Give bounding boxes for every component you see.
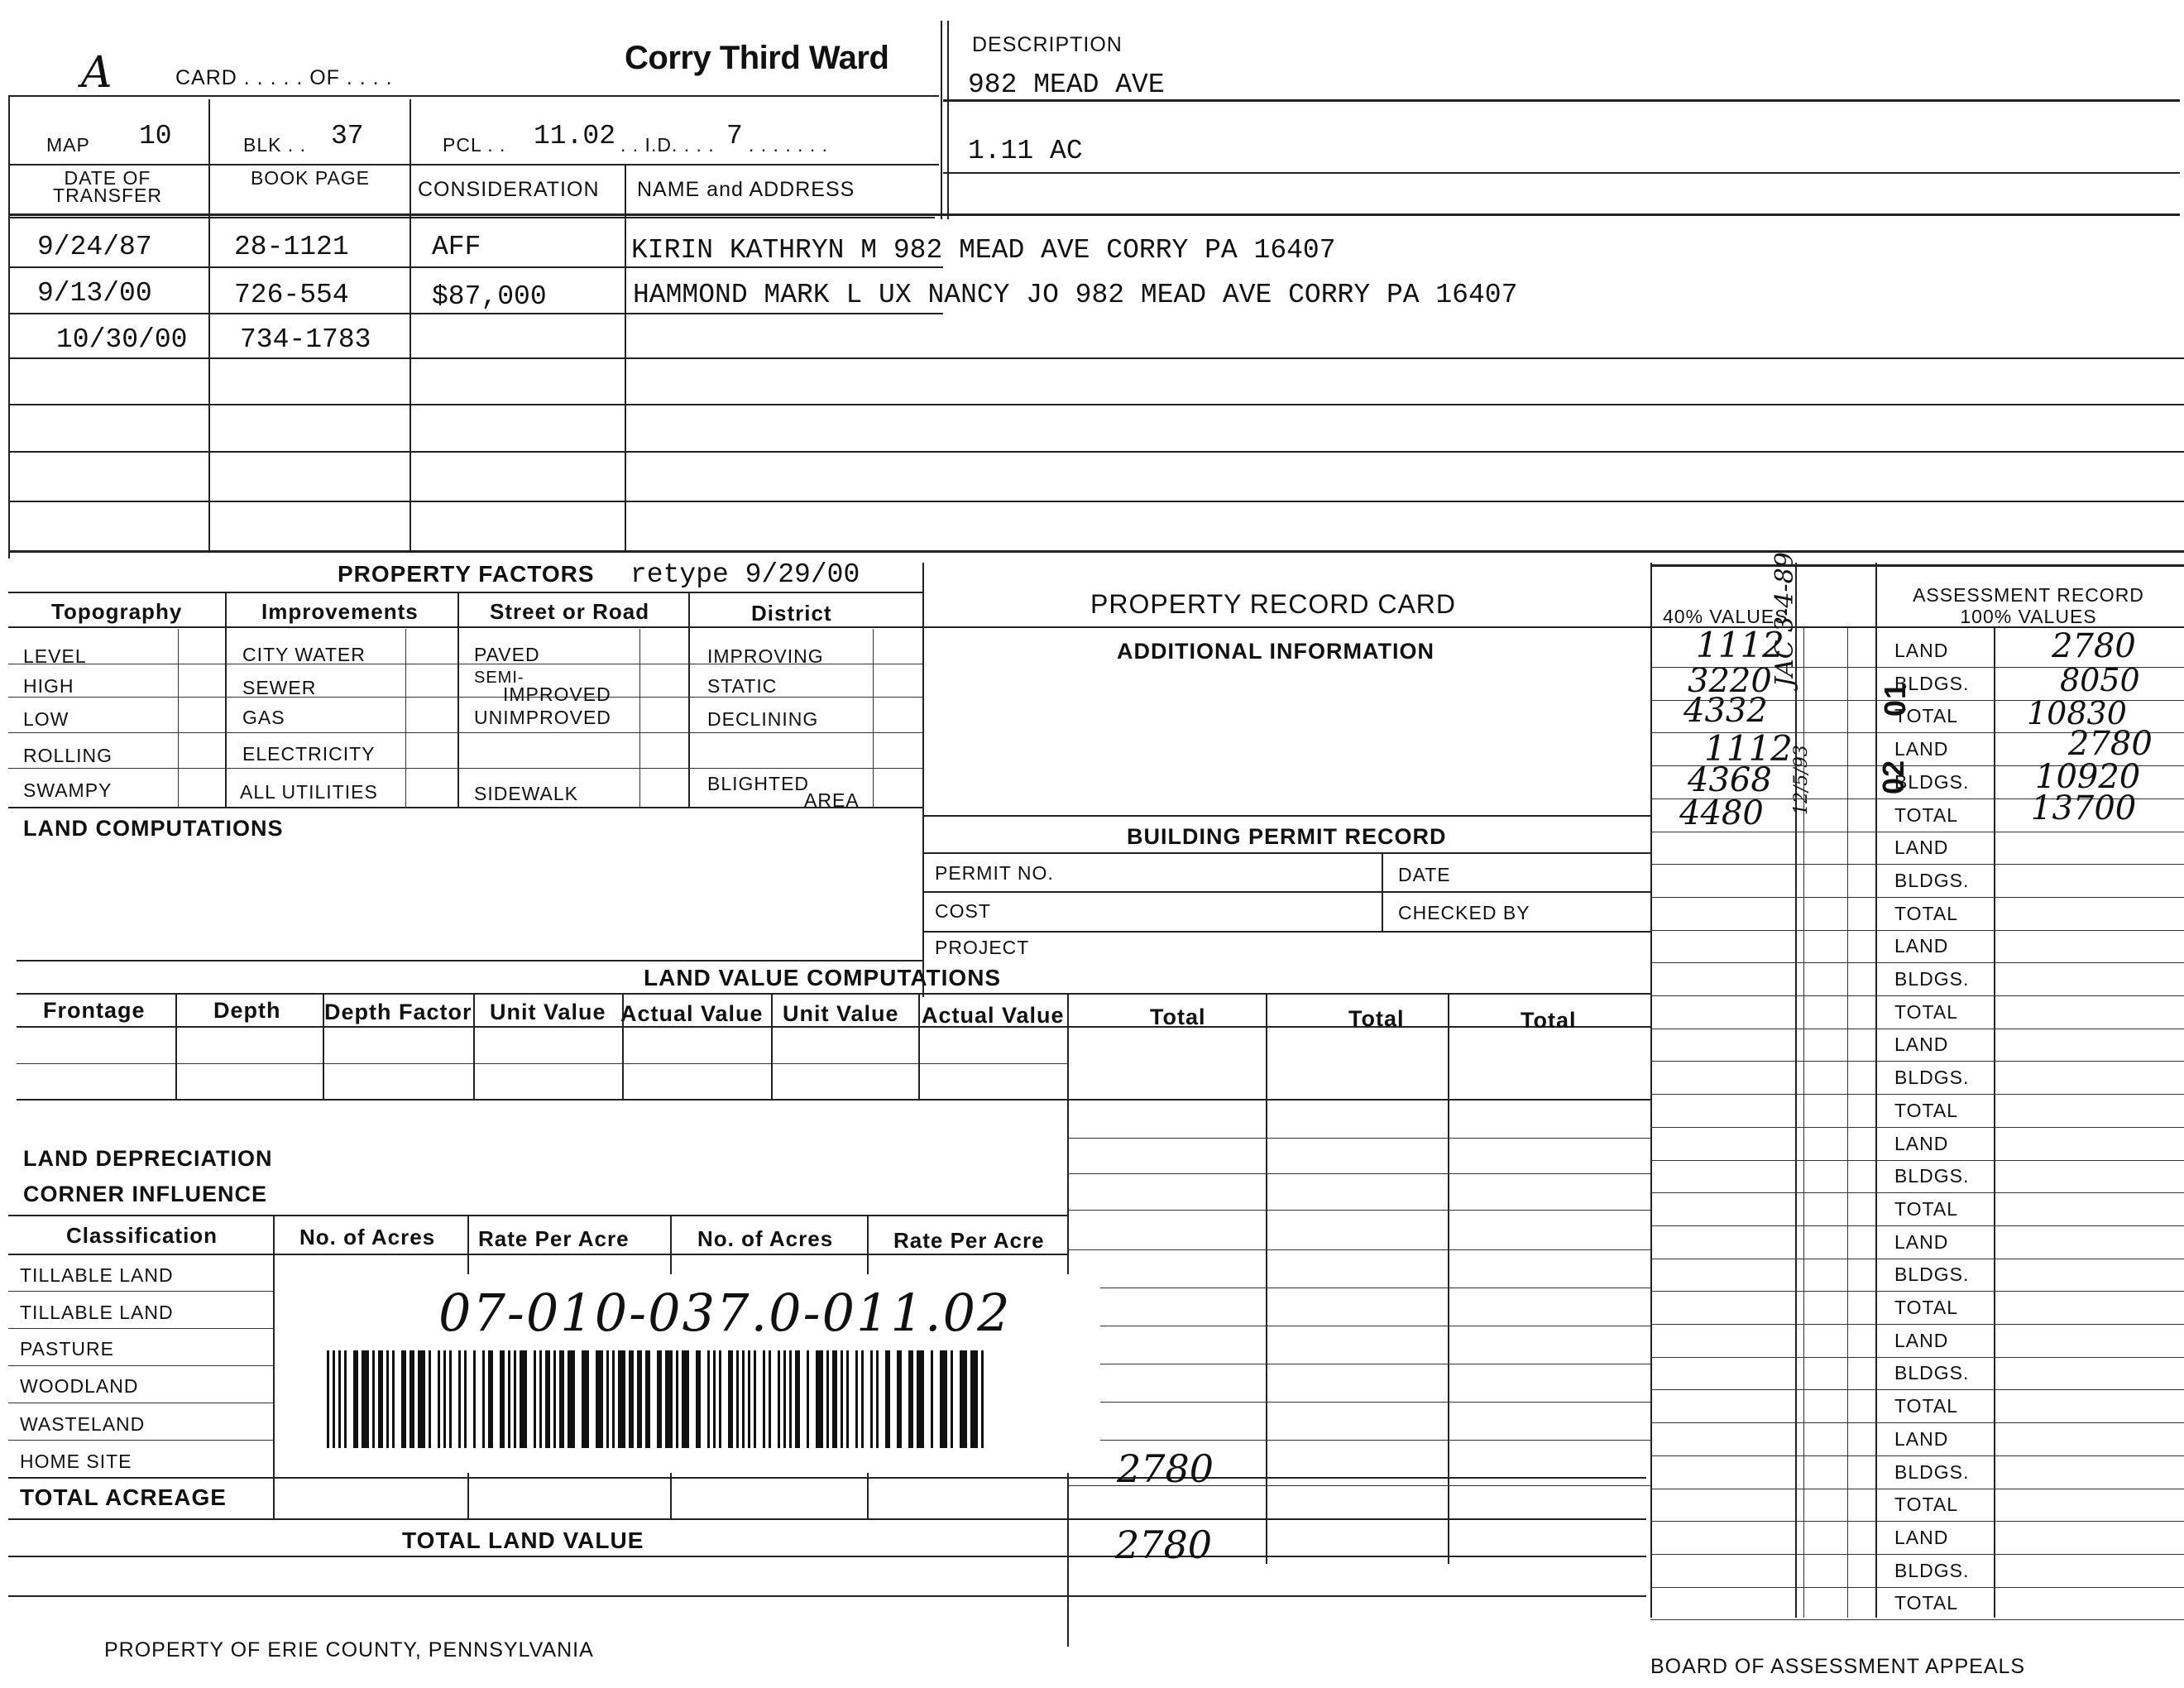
barcode-bar bbox=[464, 1350, 467, 1448]
district-area: AREA bbox=[804, 789, 860, 811]
barcode-bar bbox=[841, 1350, 843, 1448]
card-mark: A bbox=[81, 48, 113, 98]
footer-left: PROPERTY OF ERIE COUNTY, PENNSYLVANIA bbox=[104, 1638, 594, 1662]
assessment-row-label: BLDGS. bbox=[1894, 1165, 1970, 1187]
lv-col-total-3: Total bbox=[1521, 1008, 1577, 1033]
transfer-row-1-book: 28-1121 bbox=[234, 232, 349, 262]
barcode-bar bbox=[353, 1350, 358, 1448]
values-40-land-2: 1112 bbox=[1704, 728, 1793, 769]
barcode-bar bbox=[789, 1350, 792, 1448]
district-static: STATIC bbox=[707, 675, 778, 697]
topo-level: LEVEL bbox=[23, 645, 87, 667]
land-depreciation-label: LAND DEPRECIATION bbox=[23, 1146, 273, 1171]
additional-information-label: ADDITIONAL INFORMATION bbox=[1117, 639, 1434, 664]
barcode-bar bbox=[596, 1350, 603, 1448]
assessment-row-label: BLDGS. bbox=[1894, 968, 1970, 990]
barcode-bar bbox=[449, 1350, 452, 1448]
barcode-bar bbox=[908, 1350, 913, 1448]
barcode-bar bbox=[410, 1350, 414, 1448]
barcode-bar bbox=[783, 1350, 786, 1448]
barcode-bar bbox=[612, 1350, 615, 1448]
assessment-row-label: TOTAL bbox=[1894, 803, 1958, 826]
acre-row-home-site: HOME SITE bbox=[20, 1451, 132, 1472]
description-label: DESCRIPTION bbox=[972, 33, 1123, 56]
header-name-address: NAME and ADDRESS bbox=[637, 178, 855, 201]
barcode-bar bbox=[338, 1350, 341, 1448]
barcode-bar bbox=[951, 1350, 953, 1448]
lv-col-total-1: Total bbox=[1150, 1005, 1206, 1029]
barcode-bar bbox=[582, 1350, 589, 1448]
assessment-row-label: TOTAL bbox=[1894, 1494, 1958, 1516]
total-acreage-label: TOTAL ACREAGE bbox=[20, 1484, 227, 1510]
barcode-bar bbox=[392, 1350, 395, 1448]
district-blighted: BLIGHTED bbox=[707, 773, 810, 794]
acre-row-woodland: WOODLAND bbox=[20, 1375, 139, 1397]
barcode-bar bbox=[401, 1350, 406, 1448]
assessment-row-label: LAND bbox=[1894, 640, 1949, 661]
year-01: 01 bbox=[1878, 681, 1912, 717]
barcode-bar bbox=[514, 1350, 516, 1448]
land-computations-label: LAND COMPUTATIONS bbox=[23, 816, 284, 841]
district-declining: DECLINING bbox=[707, 708, 819, 730]
lv-col-depth: Depth bbox=[213, 998, 281, 1023]
property-factors-note: retype 9/29/00 bbox=[630, 559, 860, 590]
blk-value: 37 bbox=[331, 121, 364, 151]
assessment-row-label: TOTAL bbox=[1894, 1099, 1958, 1121]
corner-influence-label: CORNER INFLUENCE bbox=[23, 1182, 268, 1206]
street-semi: SEMI- bbox=[474, 669, 524, 687]
barcode-bar bbox=[682, 1350, 689, 1448]
topo-rolling: ROLLING bbox=[23, 745, 113, 766]
card-label: CARD . . . . . OF . . . . bbox=[175, 66, 393, 89]
assess-value-bldgs-2: 10920 bbox=[2035, 758, 2141, 796]
street-paved: PAVED bbox=[474, 644, 540, 665]
values-40-bldgs-1: 3220 bbox=[1688, 662, 1772, 700]
topo-low: LOW bbox=[23, 708, 69, 730]
barcode-bar bbox=[665, 1350, 673, 1448]
barcode-bar bbox=[559, 1350, 564, 1448]
barcode-bar bbox=[795, 1350, 800, 1448]
assess-value-total-2: 13700 bbox=[2031, 789, 2137, 827]
barcode-bar bbox=[500, 1350, 505, 1448]
values-40-total-1: 4332 bbox=[1684, 692, 1768, 730]
assessment-row-label: BLDGS. bbox=[1894, 869, 1970, 891]
barcode-bar bbox=[378, 1350, 383, 1448]
values-40-land-1: 1112 bbox=[1696, 625, 1784, 665]
transfer-row-2-name: HAMMOND MARK L UX NANCY JO 982 MEAD AVE CORRY PA 16407 bbox=[633, 280, 1518, 310]
assess-value-land-2: 2780 bbox=[2068, 725, 2153, 763]
assessment-row-label: LAND bbox=[1894, 1033, 1949, 1056]
pcl-label: PCL . . bbox=[443, 134, 506, 156]
barcode-bar bbox=[769, 1350, 771, 1448]
id-tail: . . . . . . . bbox=[749, 134, 829, 156]
barcode-bar bbox=[429, 1350, 431, 1448]
lv-col-unit-value-2: Unit Value bbox=[783, 1001, 899, 1026]
barcode-bar bbox=[418, 1350, 425, 1448]
assessment-header-1: ASSESSMENT RECORD bbox=[1913, 584, 2144, 606]
assessment-row-label: TOTAL bbox=[1894, 1197, 1958, 1220]
barcode-bar bbox=[917, 1350, 924, 1448]
barcode-bar bbox=[508, 1350, 510, 1448]
footer-right: BOARD OF ASSESSMENT APPEALS bbox=[1650, 1655, 2026, 1678]
assessment-row-label: BLDGS. bbox=[1894, 672, 1970, 694]
blk-label: BLK . . bbox=[243, 134, 307, 156]
street-sidewalk: SIDEWALK bbox=[474, 783, 579, 804]
impr-electricity: ELECTRICITY bbox=[242, 743, 376, 765]
district-improving: IMPROVING bbox=[707, 645, 824, 667]
permit-no-label: PERMIT NO. bbox=[935, 862, 1054, 884]
transfer-row-3-date: 10/30/00 bbox=[56, 324, 188, 355]
assessment-row-label: LAND bbox=[1894, 738, 1949, 760]
assessment-row-label: LAND bbox=[1894, 1230, 1949, 1253]
assessment-row-label: TOTAL bbox=[1894, 1592, 1958, 1614]
pcl-value: 11.02 bbox=[534, 121, 616, 151]
header-consideration: CONSIDERATION bbox=[418, 178, 600, 201]
acre-row-tillable-2: TILLABLE LAND bbox=[20, 1302, 174, 1323]
barcode-bar bbox=[707, 1350, 710, 1448]
lv-col-frontage: Frontage bbox=[43, 998, 146, 1023]
barcode-bar bbox=[645, 1350, 650, 1448]
map-label: MAP bbox=[46, 134, 90, 156]
assessment-row-label: LAND bbox=[1894, 1132, 1949, 1154]
cost-label: COST bbox=[935, 900, 991, 922]
street-unimproved: UNIMPROVED bbox=[474, 707, 611, 728]
acre-col-rate-1: Rate Per Acre bbox=[478, 1226, 630, 1251]
barcode-bar bbox=[742, 1350, 745, 1448]
barcode-bar bbox=[696, 1350, 701, 1448]
barcode-bar bbox=[676, 1350, 678, 1448]
barcode-bar bbox=[520, 1350, 527, 1448]
barcode-bar bbox=[618, 1350, 625, 1448]
impr-city-water: CITY WATER bbox=[242, 644, 366, 665]
barcode-bar bbox=[545, 1350, 550, 1448]
barcode-bar bbox=[553, 1350, 556, 1448]
values-40-date-note: 12/5/93 bbox=[1791, 745, 1812, 815]
barcode-bar bbox=[713, 1350, 716, 1448]
col-improvements: Improvements bbox=[261, 599, 419, 624]
barcode-bar bbox=[606, 1350, 609, 1448]
assess-value-land-1: 2780 bbox=[2052, 627, 2136, 665]
barcode-bar bbox=[748, 1350, 750, 1448]
assessment-row-label: LAND bbox=[1894, 837, 1949, 859]
assessment-row-label: LAND bbox=[1894, 1526, 1949, 1548]
acre-col-rate-2: Rate Per Acre bbox=[893, 1228, 1045, 1253]
lv-col-actual-value-2: Actual Value bbox=[922, 1003, 1065, 1028]
acre-col-no-acres-1: No. of Acres bbox=[299, 1225, 436, 1249]
barcode-bar bbox=[728, 1350, 733, 1448]
values-40-total-2: 4480 bbox=[1679, 794, 1764, 832]
home-site-value: 2780 bbox=[1117, 1446, 1214, 1491]
col-district: District bbox=[751, 601, 832, 626]
barcode-bar bbox=[458, 1350, 461, 1448]
id-label: . . I.D. . . . bbox=[620, 134, 715, 156]
barcode-bar bbox=[970, 1350, 978, 1448]
barcode-bar bbox=[539, 1350, 542, 1448]
assessment-row-label: LAND bbox=[1894, 1427, 1949, 1450]
barcode-bar bbox=[372, 1350, 375, 1448]
year-02: 02 bbox=[1876, 759, 1910, 794]
acre-row-tillable-1: TILLABLE LAND bbox=[20, 1264, 174, 1286]
transfer-row-1-date: 9/24/87 bbox=[37, 232, 152, 262]
total-land-value-amount: 2780 bbox=[1115, 1523, 1213, 1567]
transfer-row-2-consideration: $87,000 bbox=[432, 281, 547, 312]
barcode-bar bbox=[344, 1350, 347, 1448]
lv-col-depth-factor: Depth Factor bbox=[324, 1000, 472, 1024]
barcode-bar bbox=[960, 1350, 967, 1448]
barcode-bar bbox=[482, 1350, 485, 1448]
acre-col-classification: Classification bbox=[66, 1223, 218, 1248]
assessment-row-label: TOTAL bbox=[1894, 1395, 1958, 1417]
col-topography: Topography bbox=[51, 599, 183, 624]
barcode-bar bbox=[438, 1350, 440, 1448]
barcode-bar bbox=[443, 1350, 446, 1448]
property-factors-title: PROPERTY FACTORS bbox=[338, 561, 595, 587]
description-line-1: 982 MEAD AVE bbox=[968, 70, 1165, 100]
project-label: PROJECT bbox=[935, 937, 1030, 958]
values-40-bldgs-2: 4368 bbox=[1688, 761, 1772, 799]
transfer-row-2-book: 726-554 bbox=[234, 280, 349, 310]
barcode-bar bbox=[763, 1350, 765, 1448]
barcode-bar bbox=[832, 1350, 837, 1448]
lv-col-unit-value-1: Unit Value bbox=[490, 1000, 606, 1024]
assess-value-bldgs-1: 8050 bbox=[2060, 662, 2140, 698]
barcode-bar bbox=[629, 1350, 634, 1448]
description-line-2: 1.11 AC bbox=[968, 136, 1083, 166]
building-permit-record-title: BUILDING PERMIT RECORD bbox=[1127, 824, 1447, 849]
barcode-sticker bbox=[281, 1274, 1100, 1473]
parcel-number-handwritten: 07-010-037.0-011.02 bbox=[438, 1283, 1012, 1343]
transfer-row-2-date: 9/13/00 bbox=[37, 278, 152, 309]
assessment-header-2: 100% VALUES bbox=[1960, 606, 2097, 627]
assessment-row-label: TOTAL bbox=[1894, 705, 1958, 727]
total-land-value-label: TOTAL LAND VALUE bbox=[402, 1527, 644, 1553]
ward-title: Corry Third Ward bbox=[625, 40, 889, 76]
barcode-bar bbox=[876, 1350, 879, 1448]
assessment-row-label: BLDGS. bbox=[1894, 770, 1970, 793]
barcode-bar bbox=[981, 1350, 984, 1448]
header-book-page: BOOK PAGE bbox=[250, 167, 371, 189]
transfer-row-1-consideration: AFF bbox=[432, 232, 481, 262]
assess-value-total-1: 10830 bbox=[2027, 695, 2127, 731]
barcode-bar bbox=[931, 1350, 933, 1448]
lv-col-total-2: Total bbox=[1348, 1006, 1405, 1031]
assessment-row-label: BLDGS. bbox=[1894, 1067, 1970, 1089]
acre-row-wasteland: WASTELAND bbox=[20, 1413, 146, 1435]
barcode-bar bbox=[568, 1350, 575, 1448]
barcode-bar bbox=[754, 1350, 756, 1448]
barcode-bar bbox=[855, 1350, 858, 1448]
barcode-bar bbox=[719, 1350, 721, 1448]
barcode-bar bbox=[885, 1350, 890, 1448]
barcode-bar bbox=[940, 1350, 947, 1448]
impr-sewer: SEWER bbox=[242, 677, 317, 698]
assessment-row-label: LAND bbox=[1894, 1329, 1949, 1351]
checked-by-label: CHECKED BY bbox=[1398, 902, 1530, 923]
impr-gas: GAS bbox=[242, 707, 285, 728]
transfer-row-3-book: 734-1783 bbox=[240, 324, 371, 355]
barcode-bar bbox=[846, 1350, 849, 1448]
barcode-bar bbox=[333, 1350, 335, 1448]
barcode-bar bbox=[870, 1350, 873, 1448]
assessment-row-label: BLDGS. bbox=[1894, 1559, 1970, 1581]
barcode-bar bbox=[657, 1350, 662, 1448]
barcode-bar bbox=[488, 1350, 493, 1448]
assessment-row-label: BLDGS. bbox=[1894, 1264, 1970, 1286]
topo-high: HIGH bbox=[23, 675, 74, 697]
barcode-bar bbox=[826, 1350, 829, 1448]
barcode-bar bbox=[473, 1350, 476, 1448]
transfer-row-1-name: KIRIN KATHRYN M 982 MEAD AVE CORRY PA 16407 bbox=[631, 235, 1336, 266]
barcode-bar bbox=[816, 1350, 823, 1448]
land-value-title: LAND VALUE COMPUTATIONS bbox=[644, 965, 1002, 990]
assessment-row-label: BLDGS. bbox=[1894, 1362, 1970, 1384]
values-40-initials: JAC 3-4-89 bbox=[1770, 552, 1799, 687]
barcode-bar bbox=[327, 1350, 329, 1448]
barcode bbox=[327, 1350, 989, 1458]
impr-all-utilities: ALL UTILITIES bbox=[240, 781, 378, 803]
col-street-road: Street or Road bbox=[490, 599, 650, 624]
barcode-bar bbox=[897, 1350, 902, 1448]
barcode-bar bbox=[778, 1350, 780, 1448]
assessment-row-label: TOTAL bbox=[1894, 1000, 1958, 1023]
acre-row-pasture: PASTURE bbox=[20, 1338, 114, 1360]
barcode-bar bbox=[736, 1350, 739, 1448]
permit-date-label: DATE bbox=[1398, 864, 1451, 885]
barcode-bar bbox=[534, 1350, 536, 1448]
map-value: 10 bbox=[139, 121, 172, 151]
topo-swampy: SWAMPY bbox=[23, 779, 113, 801]
assessment-row-label: TOTAL bbox=[1894, 902, 1958, 924]
barcode-bar bbox=[861, 1350, 864, 1448]
values-40-header: 40% VALUES bbox=[1663, 606, 1789, 627]
header-date-of-transfer: DATE OF TRANSFER bbox=[53, 167, 162, 206]
barcode-bar bbox=[637, 1350, 642, 1448]
id-value: 7 bbox=[726, 121, 743, 151]
assessment-row-label: BLDGS. bbox=[1894, 1460, 1970, 1483]
barcode-bar bbox=[807, 1350, 809, 1448]
street-improved: IMPROVED bbox=[503, 683, 611, 705]
assessment-row-label: TOTAL bbox=[1894, 1297, 1958, 1318]
barcode-bar bbox=[362, 1350, 369, 1448]
acre-col-no-acres-2: No. of Acres bbox=[697, 1226, 834, 1251]
assessment-row-label: LAND bbox=[1894, 935, 1949, 957]
lv-col-actual-value-1: Actual Value bbox=[620, 1001, 764, 1026]
barcode-bar bbox=[386, 1350, 389, 1448]
property-record-card-title: PROPERTY RECORD CARD bbox=[1090, 589, 1456, 619]
